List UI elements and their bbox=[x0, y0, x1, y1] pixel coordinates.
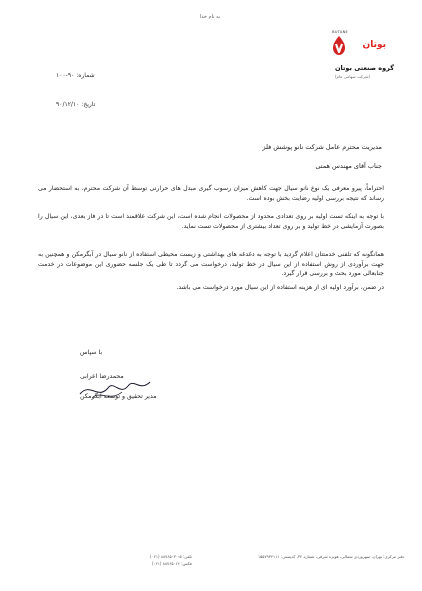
footer-address: دفتر مرکزی: تهران، سهروردی شمالی، هویزه شرقی، شماره ۳۴، کدپستی: ۱۵۵۷۹۳۴۱۱۱ bbox=[258, 554, 405, 559]
body-paragraph-3: همانگونه که تلفنی خدمتتان اعلام گردید با توجه به دغدغه های بهداشتی و زیست محیطی استفاده از نانو سیال در آبگرمکن و همچنین به جهت برآوردی از روش استفاده از این سیال در خط تولید، درخواست می گردد تا طی یک جلسه حضوری این موضوعات در خدمت جنابعالی مورد بحث و بررسی قرار گیرد. bbox=[38, 251, 384, 277]
recipient-addressee: جناب آقای مهندس همتی bbox=[315, 162, 382, 170]
footer-contact bbox=[150, 553, 192, 567]
logo-latin-text: BUTANE bbox=[332, 30, 348, 34]
letter-date: تاریخ: ۹۰/۱۲/۱۰ bbox=[56, 101, 96, 108]
signatory-title: مدیر تحقیق و توسعه آبگرمکن bbox=[80, 393, 157, 400]
body-paragraph-2: با توجه به اینکه تست اولیه بر روی تعدادی محدود از محصولات انجام شده است، این شرکت علاقمند است تا در فاز بعدی، این سیال را بصورت آزمایشی در خط تولید و بر روی تعداد بیشتری از محصولات تست نماید. bbox=[38, 213, 384, 230]
footer-fax: فکس: ۸۸۷۶۵۰۶۶ (۰۲۱) bbox=[151, 561, 192, 566]
company-group-name: گروه صنعتی بوتان bbox=[334, 64, 394, 72]
signatory-name: محمدرضا اعرابی bbox=[80, 373, 124, 380]
closing-text: با سپاس bbox=[80, 349, 103, 356]
butane-flame-icon bbox=[328, 34, 350, 56]
body-paragraph-4: در ضمن، برآورد اولیه ای از هزینه استفاده از این سیال مورد درخواست می باشد. bbox=[176, 284, 384, 291]
letter-number: شماره: ۹۰-۱۰۰ bbox=[56, 72, 95, 79]
body-paragraph-1: احتراماً، پیرو معرفی یک نوع نانو سیال جهت کاهش میزان رسوب گیری مبدل های حرارتی توسط آن شرکت محترم، به استحضار می رساند که نتیجه بررسی اولیه رضایت بخش بوده است. bbox=[38, 185, 384, 202]
invocation: به نام خدا bbox=[199, 14, 221, 20]
footer-phone: تلفن: ۵-۸۸۷۶۵۰۳۰ (۰۲۱) bbox=[150, 554, 192, 559]
recipient-salutation: مدیریت محترم عامل شرکت نانو پوشش فلز bbox=[262, 143, 382, 151]
company-logo bbox=[320, 30, 400, 82]
logo-brand-text: بوتان bbox=[362, 40, 386, 50]
company-type: (شرکت سهامی عام) bbox=[334, 74, 370, 79]
